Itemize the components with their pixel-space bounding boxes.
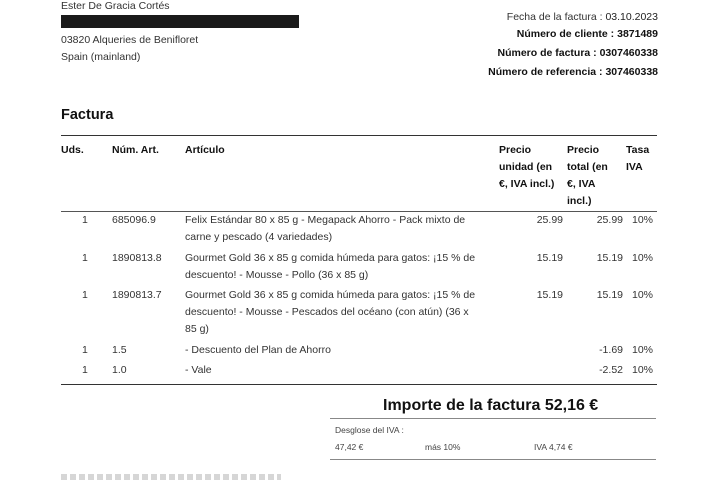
header-vat-line2: IVA [626, 161, 643, 173]
header-unit-price [499, 142, 554, 193]
customer-postal-city: 03820 Alqueries de Benifloret [61, 34, 199, 46]
row-total-price: -2.52 [599, 364, 623, 376]
row-qty: 1 [82, 289, 88, 301]
row-item-number: 1.0 [112, 364, 127, 376]
row-article-line1: Felix Estándar 80 x 85 g - Megapack Ahorro - Pack mixto de [185, 214, 466, 226]
header-qty: Uds. [61, 144, 84, 156]
invoice-date-row [507, 11, 658, 23]
header-unit-price-line2: unidad (en [499, 161, 553, 173]
row-qty: 1 [82, 252, 88, 264]
client-number-value: 3871489 [617, 28, 658, 40]
cut-off-footer-text [61, 474, 281, 480]
invoice-number-row [497, 47, 658, 59]
row-unit-price: 15.19 [536, 289, 563, 301]
row-article-line2: descuento! - Mousse - Pollo (36 x 85 g) [185, 269, 369, 281]
header-unit-price-line3: €, IVA incl.) [499, 178, 555, 190]
row-qty: 1 [82, 344, 88, 356]
row-item-number: 1890813.8 [112, 252, 162, 264]
row-item-number: 1890813.7 [112, 289, 162, 301]
redacted-street-bar [61, 15, 299, 28]
header-total-price-line4: incl.) [567, 195, 592, 207]
row-article-line1: - Descuento del Plan de Ahorro [185, 344, 331, 356]
row-vat: 10% [632, 344, 654, 356]
row-article-line1: Gourmet Gold 36 x 85 g comida húmeda para gatos: ¡15 % de [185, 289, 476, 301]
invoice-number-value: 0307460338 [599, 47, 658, 59]
row-qty: 1 [82, 364, 88, 376]
reference-number-label: Número de referencia : [488, 66, 603, 78]
row-vat: 10% [632, 289, 654, 301]
row-unit-price: 25.99 [536, 214, 563, 226]
row-vat: 10% [632, 364, 654, 376]
customer-country: Spain (mainland) [61, 51, 141, 63]
invoice-date-value: 03.10.2023 [605, 11, 658, 23]
row-total-price: 15.19 [596, 289, 623, 301]
row-total-price: 25.99 [596, 214, 623, 226]
row-total-price: 15.19 [596, 252, 623, 264]
header-total-price-line1: Precio [567, 144, 600, 156]
row-vat: 10% [632, 252, 654, 264]
invoice-total: Importe de la factura 52,16 € [383, 397, 599, 414]
reference-number-value: 307460338 [605, 66, 658, 78]
header-total-price-line3: €, IVA [567, 178, 596, 190]
reference-number-row [488, 66, 658, 78]
invoice-date-label: Fecha de la factura : [506, 11, 603, 23]
row-total-price: -1.69 [599, 344, 623, 356]
row-article-line2: carne y pescado (4 variedades) [185, 231, 333, 243]
row-unit-price: 15.19 [536, 252, 563, 264]
header-vat-line1: Tasa [626, 144, 650, 156]
vat-breakdown-label: Desglose del IVA : [335, 425, 404, 435]
row-article-line2: descuento! - Mousse - Pescados del océano (con atún) (36 x [185, 306, 469, 318]
row-article-line1: - Vale [185, 364, 212, 376]
table-bottom-rule [61, 384, 657, 385]
customer-name: Ester De Gracia Cortés [61, 0, 170, 12]
table-top-rule [61, 135, 657, 136]
header-unit-price-line1: Precio [499, 144, 532, 156]
row-vat: 10% [632, 214, 654, 226]
header-vat-rate [626, 142, 649, 176]
row-article-line1: Gourmet Gold 36 x 85 g comida húmeda para gatos: ¡15 % de [185, 252, 476, 264]
vat-amount: IVA 4,74 € [534, 442, 573, 452]
header-article: Artículo [185, 144, 225, 156]
header-total-price [567, 142, 608, 210]
header-item-number: Núm. Art. [112, 144, 159, 156]
row-article-line3: 85 g) [185, 323, 209, 335]
client-number-row [517, 28, 658, 40]
row-item-number: 685096.9 [112, 214, 156, 226]
invoice-number-label: Número de factura : [497, 47, 597, 59]
vat-breakdown-box [330, 418, 656, 460]
page-title: Factura [61, 107, 114, 123]
row-item-number: 1.5 [112, 344, 127, 356]
row-qty: 1 [82, 214, 88, 226]
vat-rate: más 10% [425, 442, 461, 452]
header-total-price-line2: total (en [567, 161, 608, 173]
vat-net-amount: 47,42 € [335, 442, 364, 452]
client-number-label: Número de cliente : [516, 28, 615, 40]
